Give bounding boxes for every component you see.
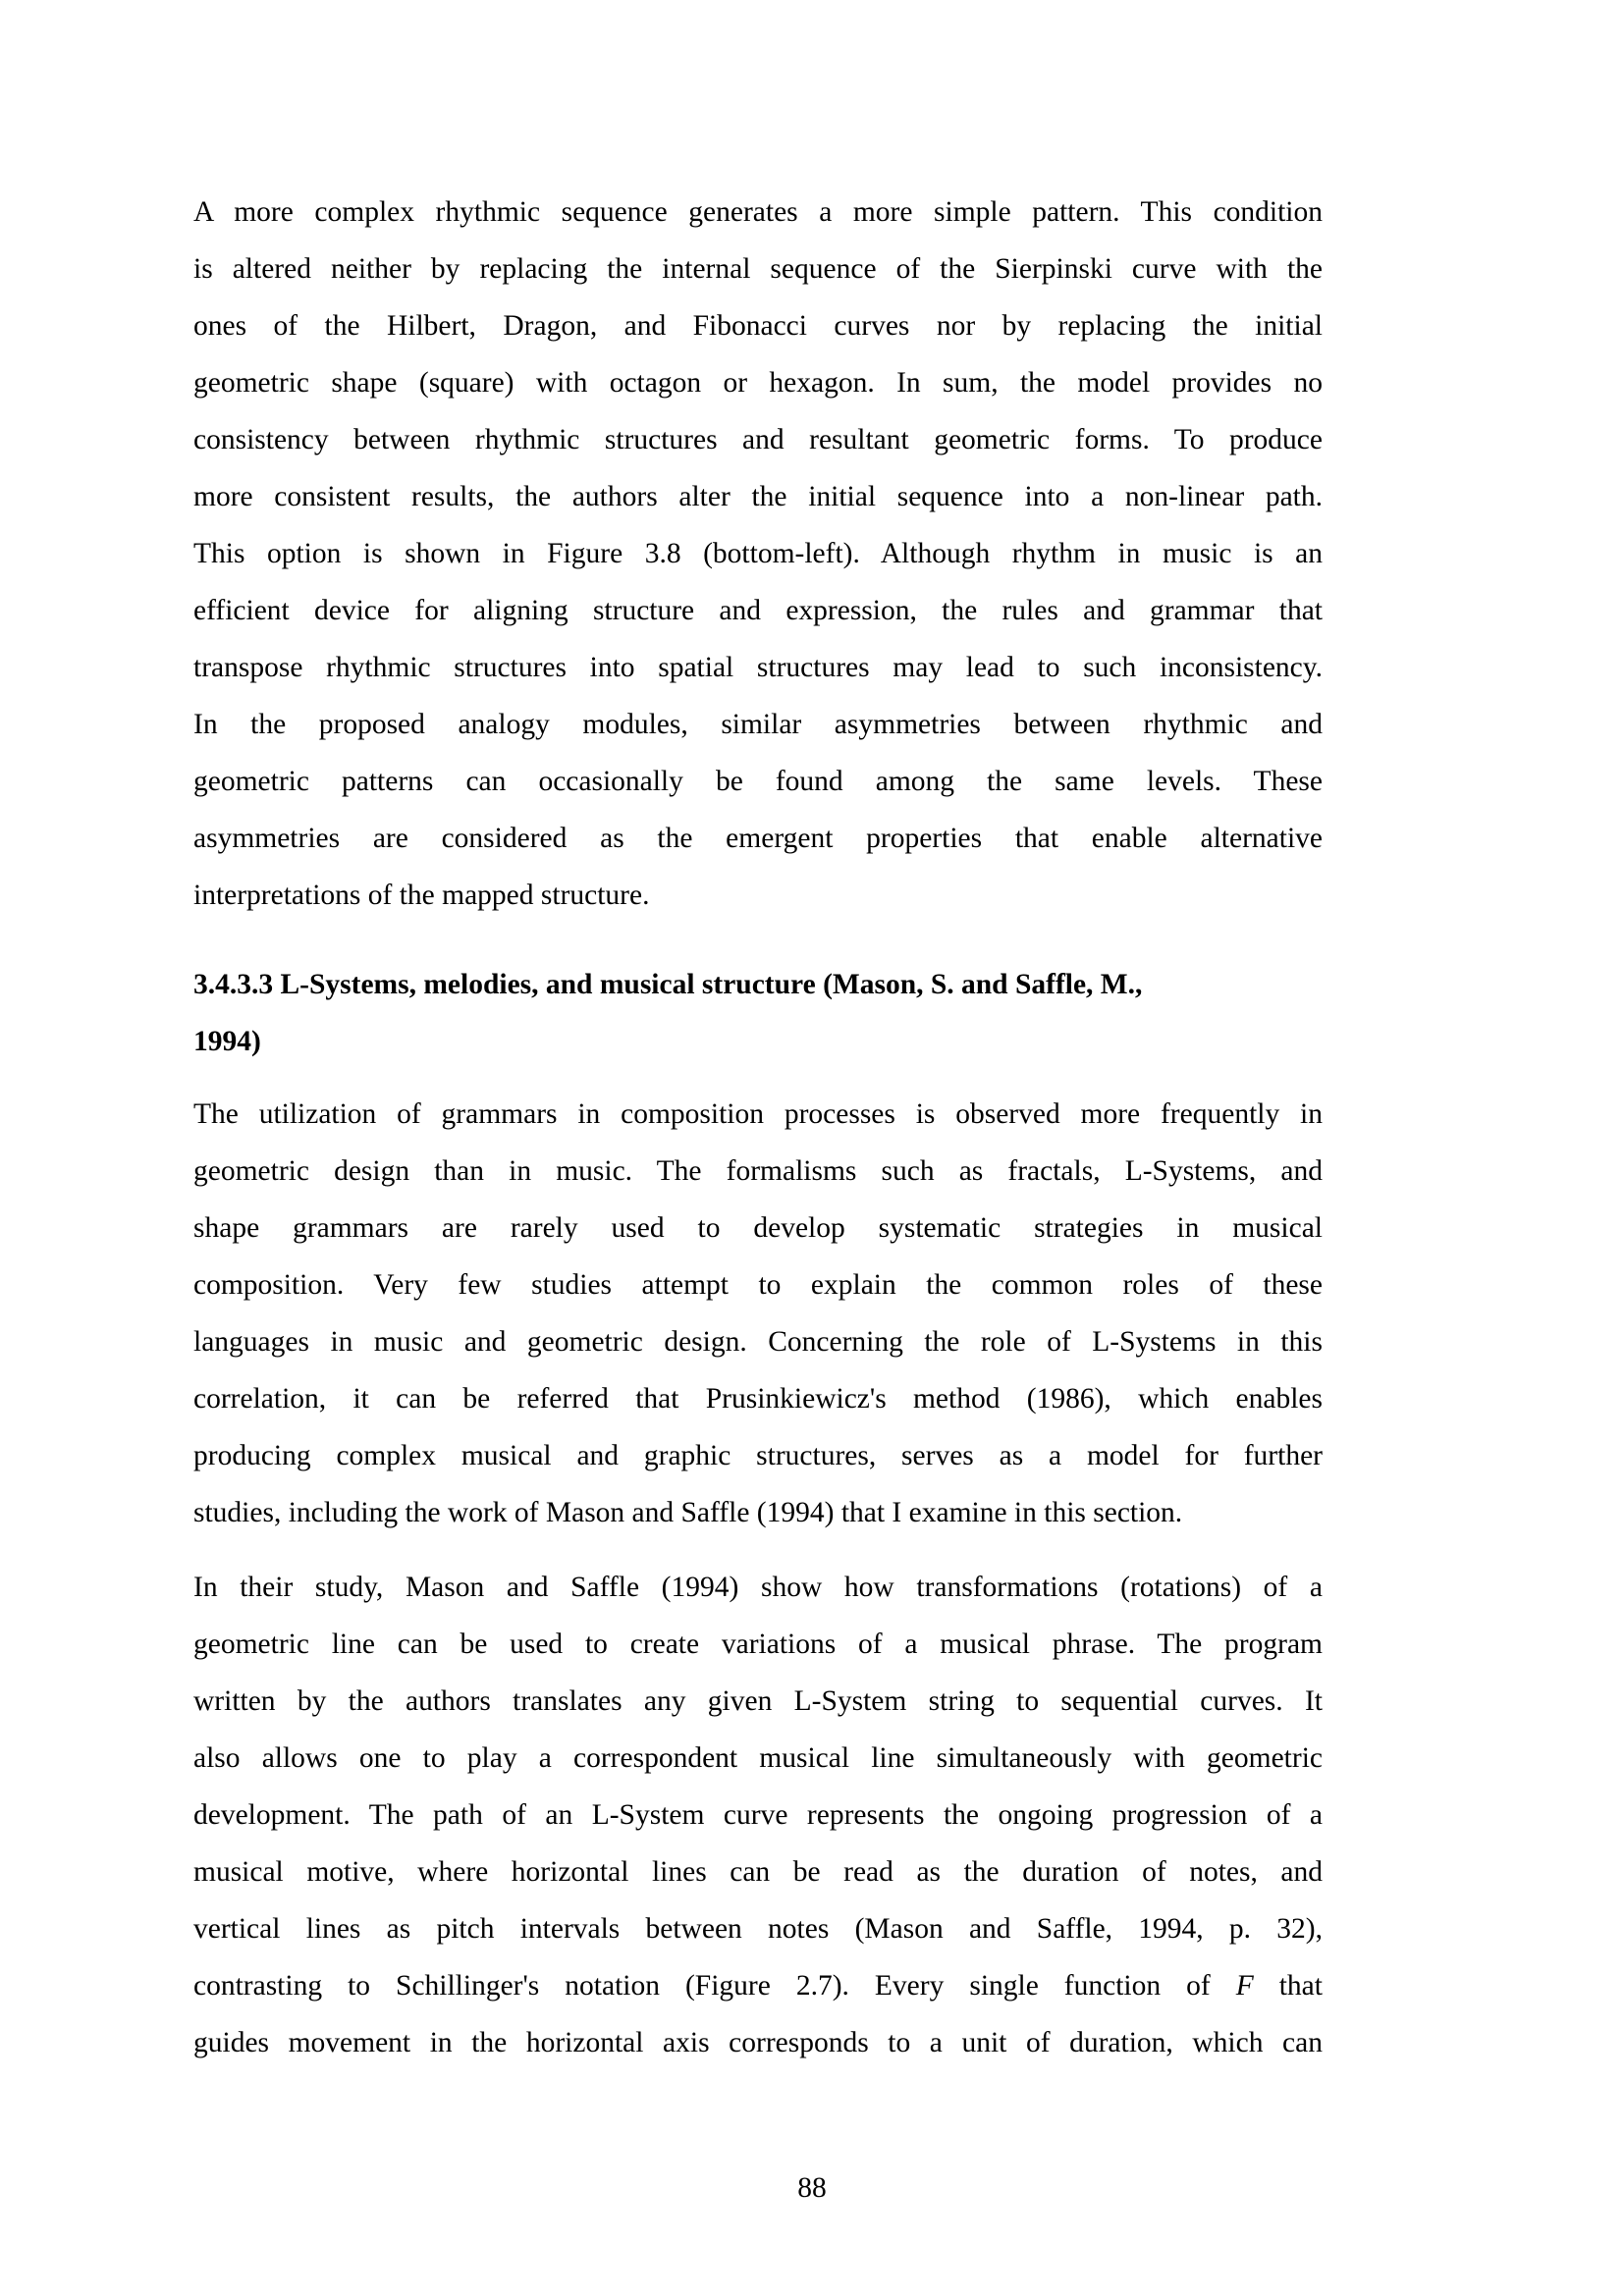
text-line: interpretations of the mapped structure. — [193, 880, 650, 911]
text-line: also allows one to play a correspondent musical line simultaneously with geometric — [193, 1742, 1323, 1774]
text-line: In their study, Mason and Saffle (1994) show how transformations (rotations) of a — [193, 1572, 1323, 1603]
paragraph-2 — [193, 1086, 1323, 1541]
text-line: In the proposed analogy modules, similar asymmetries between rhythmic and — [193, 709, 1323, 740]
text-line: musical motive, where horizontal lines can be read as the duration of notes, and — [193, 1856, 1323, 1888]
text-line: transpose rhythmic structures into spatial structures may lead to such inconsistency. — [193, 652, 1323, 683]
text-line: composition. Very few studies attempt to explain the common roles of these — [193, 1269, 1323, 1301]
text-line: A more complex rhythmic sequence generates a more simple pattern. This condition — [193, 196, 1323, 228]
text-line: shape grammars are rarely used to develop systematic strategies in musical — [193, 1212, 1323, 1244]
text-line: written by the authors translates any given L-System string to sequential curves. It — [193, 1685, 1323, 1717]
text-line: vertical lines as pitch intervals between notes (Mason and Saffle, 1994, p. 32), — [193, 1913, 1323, 1945]
text-line: efficient device for aligning structure and expression, the rules and grammar that — [193, 595, 1323, 626]
text-line: consistency between rhythmic structures and resultant geometric forms. To produce — [193, 424, 1323, 455]
text-line: languages in music and geometric design. Concerning the role of L-Systems in this — [193, 1326, 1323, 1358]
text-line: The utilization of grammars in composition processes is observed more frequently in — [193, 1098, 1323, 1130]
text-line: ones of the Hilbert, Dragon, and Fibonacci curves nor by replacing the initial — [193, 310, 1323, 342]
text-line: geometric design than in music. The formalisms such as fractals, L-Systems, and — [193, 1155, 1323, 1187]
text-line: geometric patterns can occasionally be found among the same levels. These — [193, 766, 1323, 797]
text-line: geometric line can be used to create variations of a musical phrase. The program — [193, 1629, 1323, 1660]
text-line: guides movement in the horizontal axis corresponds to a unit of duration, which can — [193, 2027, 1323, 2058]
page-number: 88 — [797, 2172, 827, 2204]
text-line: more consistent results, the authors alter the initial sequence into a non-linear path. — [193, 481, 1323, 512]
text-line: development. The path of an L-System curve represents the ongoing progression of a — [193, 1799, 1323, 1831]
text-line: This option is shown in Figure 3.8 (bottom-left). Although rhythm in music is an — [193, 538, 1323, 569]
text-line: asymmetries are considered as the emergent properties that enable alternative — [193, 823, 1323, 854]
text-line: producing complex musical and graphic structures, serves as a model for further — [193, 1440, 1323, 1471]
text-line: correlation, it can be referred that Prusinkiewicz's method (1986), which enables — [193, 1383, 1323, 1415]
heading-line: 1994) — [193, 1026, 261, 1057]
text-line: geometric shape (square) with octagon or hexagon. In sum, the model provides no — [193, 367, 1323, 399]
text-line-with-italic — [193, 1957, 1323, 2014]
paragraph-3 — [193, 1559, 1323, 2071]
text-line: is altered neither by replacing the internal sequence of the Sierpinski curve with the — [193, 253, 1323, 285]
section-heading — [193, 956, 1323, 1070]
text-line: studies, including the work of Mason and Saffle (1994) that I examine in this section. — [193, 1497, 1183, 1528]
text-segment: that — [1253, 1970, 1323, 2002]
heading-line: 3.4.3.3 L-Systems, melodies, and musical structure (Mason, S. and Saffle, M., — [193, 969, 1143, 1000]
text-segment: contrasting to Schillinger's notation (Figure 2.7). Every single function of — [193, 1970, 1236, 2002]
italic-symbol-f: F — [1235, 1970, 1254, 2002]
paragraph-1 — [193, 184, 1323, 924]
